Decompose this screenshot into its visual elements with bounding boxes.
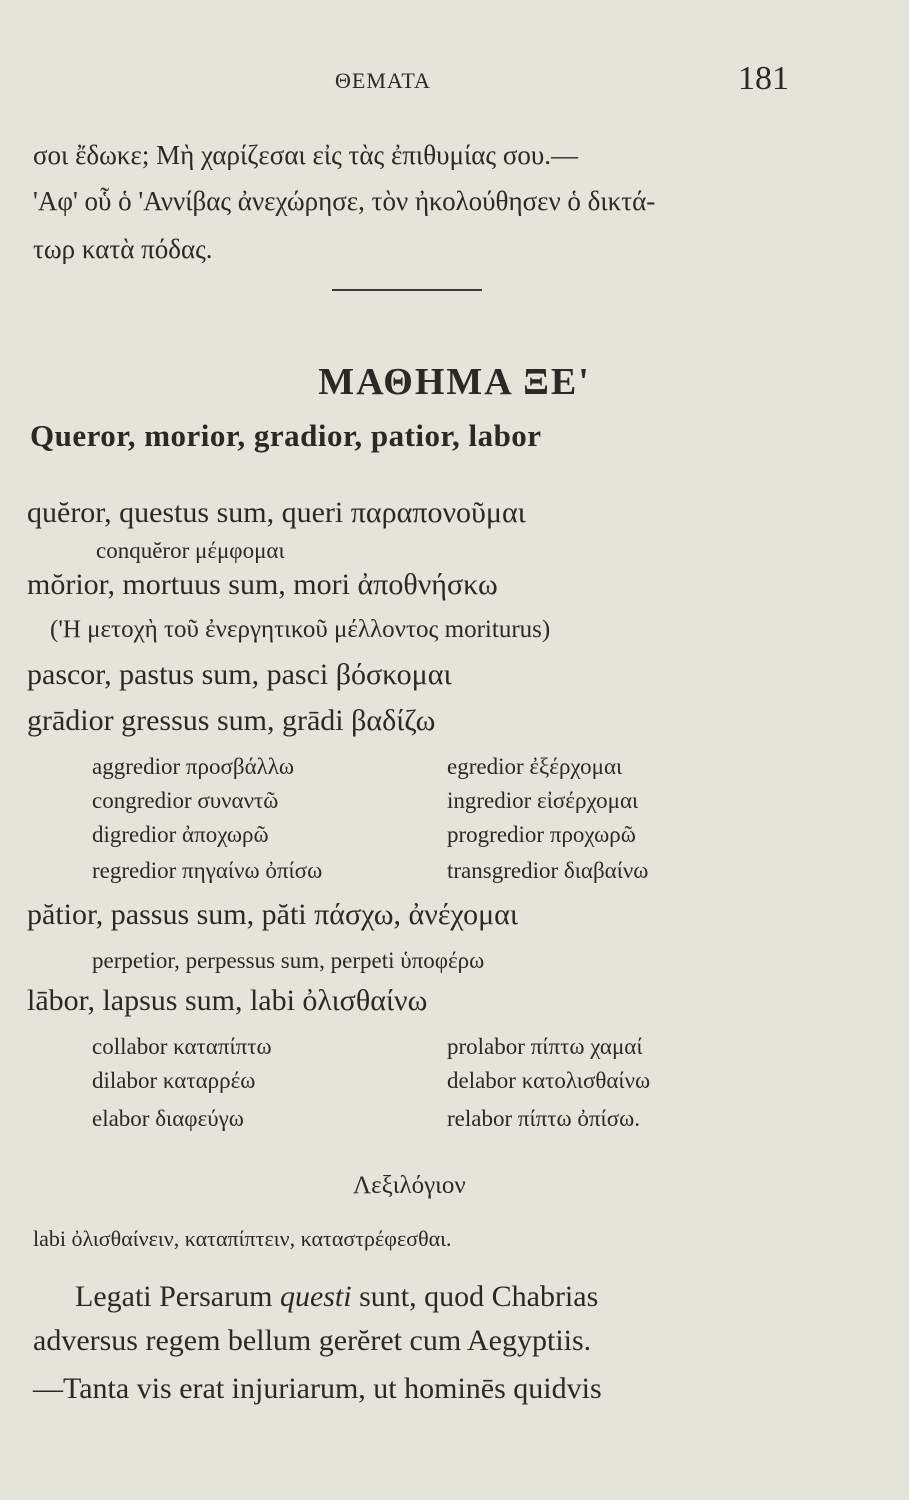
compound-congredior: congredior συναντῶ [92,788,279,813]
lexicon-entry: labi ὀλισθαίνειν, καταπίπτειν, καταστρέφεσθαι. [33,1226,452,1251]
exercise-line-1-end: sunt, quod Chabrias [351,1280,599,1313]
carryover-line-3: τωρ κατὰ πόδας. [33,234,213,264]
verb-conqueror: conquĕror μέμφομαι [96,538,285,563]
compound-digredior: digredior ἀποχωρῶ [92,822,269,847]
lexicon-heading: Λεξιλόγιον [353,1172,466,1199]
compound-delabor: delabor κατολισθαίνω [447,1068,651,1093]
verb-queror: quĕror, questus sum, queri παραπονοῦμαι [27,496,526,529]
compound-ingredior: ingredior εἰσέρχομαι [447,788,639,813]
compound-aggredior: aggredior προσβάλλω [92,754,295,779]
compound-regredior: regredior πηγαίνω ὀπίσω [92,858,323,883]
compound-collabor: collabor καταπίπτω [92,1034,272,1059]
page-number: 181 [738,60,789,97]
carryover-line-2: 'Αφ' οὗ ὁ 'Αννίβας ἀνεχώρησε, τὸν ἠκολούθησεν ὁ δικτά- [33,186,656,216]
verb-perpetior: perpetior, perpessus sum, perpeti ὑποφέρω [92,948,485,973]
compound-transgredior: transgredior διαβαίνω [447,858,649,883]
lesson-title: ΜΑΘΗΜΑ ΞΕ' [318,361,591,403]
exercise-line-1-start: Legati Persarum [75,1280,280,1313]
carryover-line-1: σοι ἔδωκε; Μὴ χαρίζεσαι εἰς τὰς ἐπιθυμίας σου.— [33,140,578,170]
verb-pascor: pascor, pastus sum, pasci βόσκομαι [27,658,452,691]
verb-morior: mŏrior, mortuus sum, mori ἀποθνήσκω [27,568,498,601]
compound-elabor: elabor διαφεύγω [92,1106,244,1131]
compound-progredior: progredior προχωρῶ [447,822,636,847]
verb-patior: pătior, passus sum, păti πάσχω, ἀνέχομαι [27,898,518,931]
compound-dilabor: dilabor καταρρέω [92,1068,256,1093]
exercise-line-2: adversus regem bellum gerĕret cum Aegyptiis. [33,1324,592,1357]
compound-egredior: egredior ἐξέρχομαι [447,754,623,779]
exercise-line-1 [75,1280,598,1314]
verb-morior-note: ('Η μετοχὴ τοῦ ἐνεργητικοῦ μέλλοντος moriturus) [50,616,551,643]
compound-prolabor: prolabor πίπτω χαμαί [447,1034,643,1059]
lesson-subtitle: Queror, morior, gradior, patior, labor [30,418,542,453]
verb-labor: lābor, lapsus sum, labi ὀλισθαίνω [27,984,428,1017]
section-divider [332,289,482,291]
verb-gradior: grādior gressus sum, grādi βαδίζω [27,704,436,737]
running-header: ΘΕΜΑΤΑ [335,68,431,93]
exercise-line-3: —Tanta vis erat injuriarum, ut hominēs quidvis [33,1372,602,1405]
exercise-italic-word: questi [279,1280,352,1313]
compound-relabor: relabor πίπτω ὀπίσω. [447,1106,641,1131]
